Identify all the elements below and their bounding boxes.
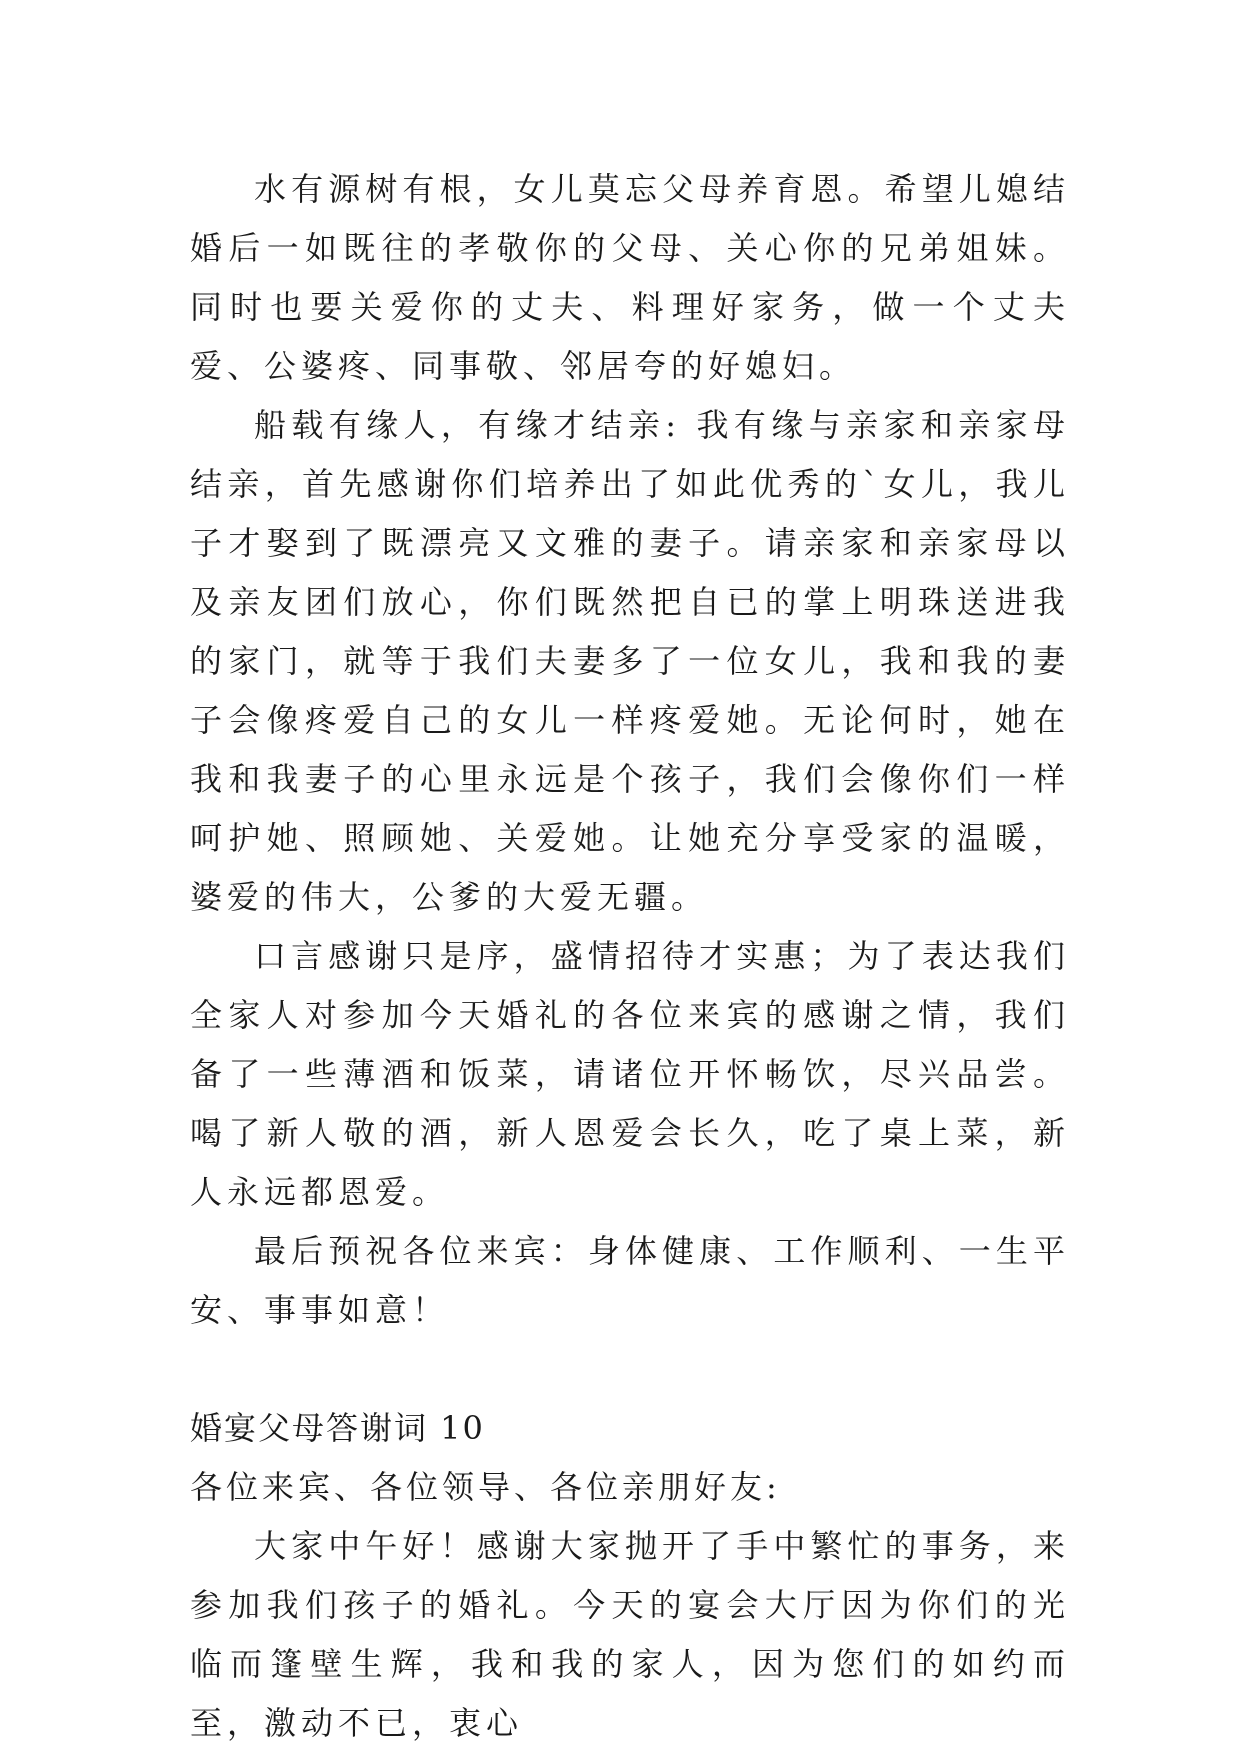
document-body xyxy=(190,160,1070,1753)
section-title: 婚宴父母答谢词 10 xyxy=(190,1409,485,1447)
salutation-line: 各位来宾、各位领导、各位亲朋好友: xyxy=(190,1468,781,1506)
body-paragraph: 船载有缘人，有缘才结亲: 我有缘与亲家和亲家母结亲，首先感谢你们培养出了如此优秀的`女儿，我儿子才娶到了既漂亮又文雅的妻子。请亲家和亲家母以及亲友团们放心，你们既然把自已的掌上明珠送进我的家门，就等于我们夫妻多了一位女儿，我和我的妻子会像疼爱自己的女儿一样疼爱她。无论何时，她在我和我妻子的心里永远是个孩子，我们会像你们一样呵护她、照顾她、关爱她。让她充分享受家的温暖，婆爱的伟大，公爹的大爱无疆。 xyxy=(190,406,1070,916)
section-spacer xyxy=(190,1340,1070,1399)
body-paragraph: 口言感谢只是序，盛情招待才实惠；为了表达我们全家人对参加今天婚礼的各位来宾的感谢之情，我们备了一些薄酒和饭菜，请诸位开怀畅饮，尽兴品尝。喝了新人敬的酒，新人恩爱会长久，吃了桌上菜，新人永远都恩爱。 xyxy=(190,937,1070,1211)
body-paragraph: 水有源树有根，女儿莫忘父母养育恩。希望儿媳结婚后一如既往的孝敬你的父母、关心你的兄弟姐妹。同时也要关爱你的丈夫、料理好家务，做一个丈夫爱、公婆疼、同事敬、邻居夸的好媳妇。 xyxy=(190,170,1070,385)
body-paragraph: 大家中午好！感谢大家抛开了手中繁忙的事务，来参加我们孩子的婚礼。今天的宴会大厅因为你们的光临而篷壁生辉，我和我的家人，因为您们的如约而至，激动不已，衷心 xyxy=(190,1527,1070,1742)
body-paragraph: 最后预祝各位来宾：身体健康、工作顺利、一生平安、事事如意！ xyxy=(190,1232,1070,1329)
